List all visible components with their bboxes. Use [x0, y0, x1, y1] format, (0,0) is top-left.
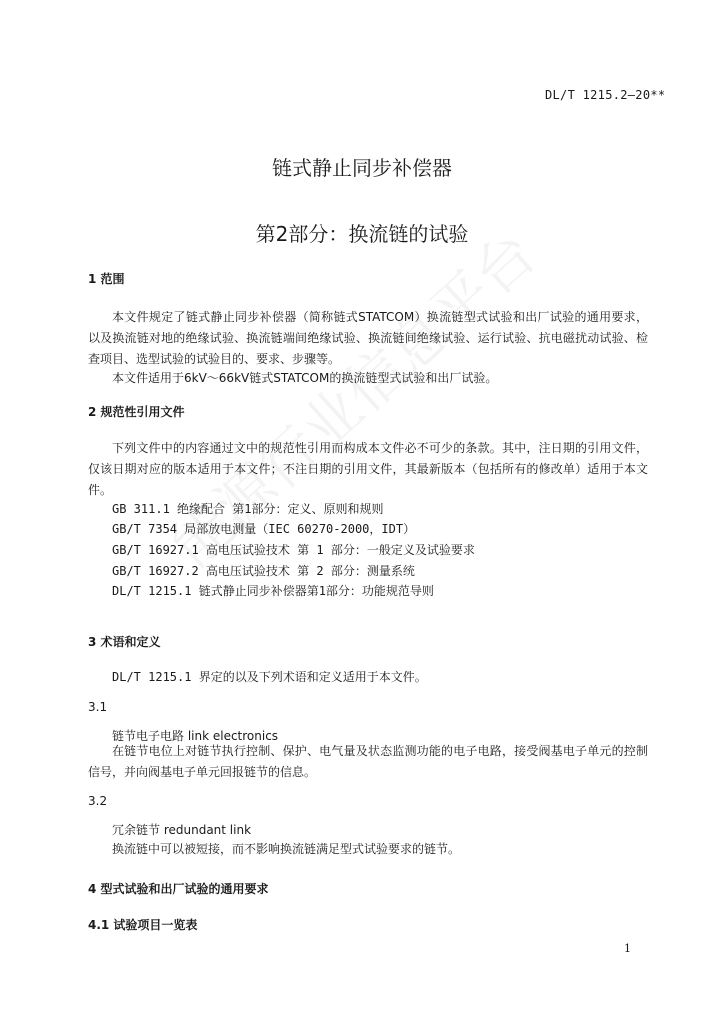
section-1-heading: 1 范围 [88, 272, 125, 286]
section-4-heading: 4 型式试验和出厂试验的通用要求 [88, 882, 269, 896]
term-title: 冗余链节 redundant link [112, 823, 252, 837]
section-2-intro: 下列文件中的内容通过文中的规范性引用而构成本文件必不可少的条款。其中，注日期的引用文件，仅该日期对应的版本适用于本文件；不注日期的引用文件，其最新版本（包括所有的修改单）适用于本文件。 [88, 441, 648, 497]
term-definition: 在链节电位上对链节执行控制、保护、电气量及状态监测功能的电子电路，接受阀基电子单元的控制信号，并向阀基电子单元回报链节的信息。 [88, 744, 648, 779]
section-1-paragraph-2: 本文件适用于6kV～66kV链式STATCOM的换流链型式试验和出厂试验。 [112, 371, 498, 385]
document-code: DL/T 1215.2—20** [545, 88, 666, 102]
term-number: 3.2 [88, 794, 108, 808]
reference-item: GB/T 7354 局部放电测量（IEC 60270-2000，IDT） [112, 522, 416, 536]
page-number: 1 [624, 942, 631, 955]
reference-item: GB/T 16927.1 高电压试验技术 第 1 部分：一般定义及试验要求 [112, 543, 475, 557]
part-title: 第2部分：换流链的试验 [255, 222, 469, 246]
term-title: 链节电子电路 link electronics [112, 729, 279, 743]
term-number: 3.1 [88, 700, 108, 714]
subsection-4-1-heading: 4.1 试验项目一览表 [88, 918, 198, 932]
document-title: 链式静止同步补偿器 [272, 156, 452, 180]
reference-item: DL/T 1215.1 链式静止同步补偿器第1部分：功能规范导则 [112, 584, 434, 598]
section-3-heading: 3 术语和定义 [88, 635, 161, 649]
section-1-paragraph-1: 本文件规定了链式静止同步补偿器（简称链式STATCOM）换流链型式试验和出厂试验的通用要求，以及换流链对地的绝缘试验、换流链端间绝缘试验、换流链间绝缘试验、运行试验、抗电磁扰动试验、检查项目、选型试验的试验目的、要求、步骤等。 [88, 310, 648, 366]
reference-item: GB 311.1 绝缘配合 第1部分：定义、原则和规则 [112, 502, 384, 516]
section-3-intro: DL/T 1215.1 界定的以及下列术语和定义适用于本文件。 [112, 670, 427, 684]
term-definition: 换流链中可以被短接，而不影响换流链满足型式试验要求的链节。 [112, 842, 461, 856]
section-2-heading: 2 规范性引用文件 [88, 405, 185, 419]
reference-item: GB/T 16927.2 高电压试验技术 第 2 部分：测量系统 [112, 564, 415, 578]
